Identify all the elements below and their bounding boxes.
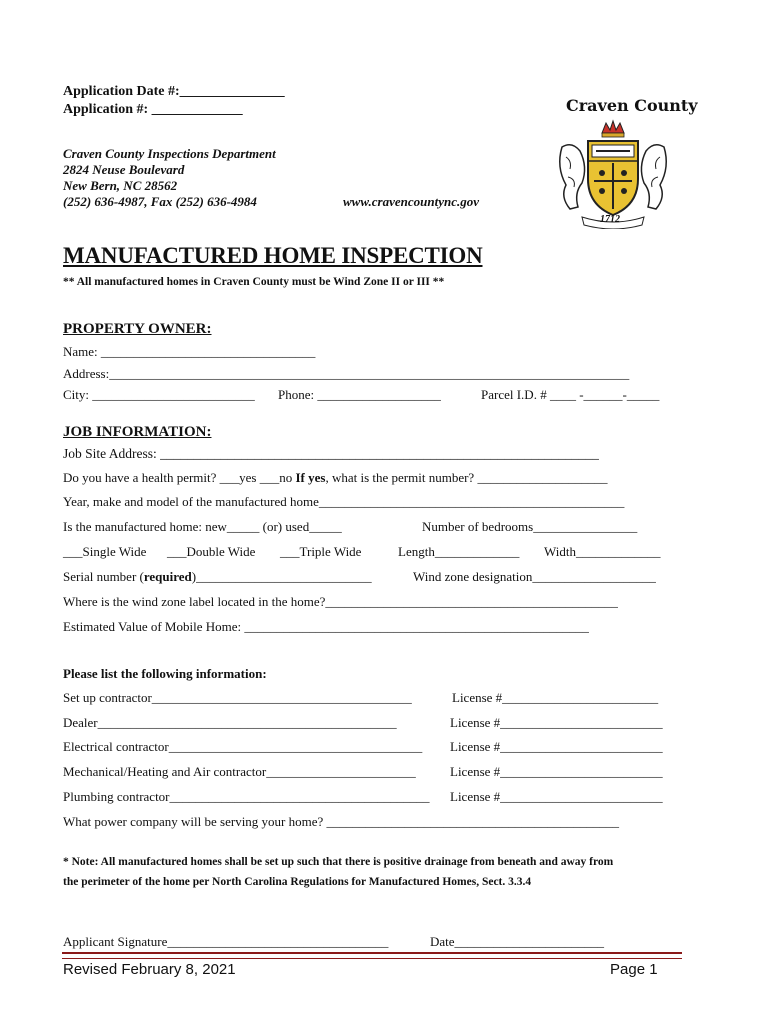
serial-number-label: Serial number ( <box>63 569 144 584</box>
permit-number-label: , what is the permit number? ____________________ <box>325 470 608 485</box>
serial-number-field[interactable] <box>63 569 372 585</box>
footer-divider <box>62 952 682 959</box>
width-field[interactable]: Width_____________ <box>544 544 661 559</box>
setup-license-field[interactable]: License #________________________ <box>452 690 659 705</box>
owner-address-field[interactable]: Address:________________________________________________________________________________ <box>63 366 630 381</box>
health-permit-question: Do you have a health permit? ___yes ___no <box>63 470 296 485</box>
estimated-value-field[interactable]: Estimated Value of Mobile Home: _____________________________________________________ <box>63 619 589 634</box>
bedrooms-field[interactable]: Number of bedrooms________________ <box>422 519 638 534</box>
page-number: Page 1 <box>610 961 658 978</box>
dealer-field[interactable]: Dealer______________________________________________ <box>63 715 397 730</box>
wind-zone-designation-field[interactable]: Wind zone designation___________________ <box>413 569 656 584</box>
property-owner-heading: PROPERTY OWNER: <box>63 321 212 337</box>
department-address-line2: New Bern, NC 28562 <box>63 178 178 193</box>
applicant-signature-field[interactable]: Applicant Signature__________________________________ <box>63 934 389 949</box>
electrical-license-field[interactable]: License #_________________________ <box>450 739 663 754</box>
power-company-field[interactable]: What power company will be serving your home? _____________________________________________ <box>63 814 620 829</box>
plumbing-license-field[interactable]: License #_________________________ <box>450 789 663 804</box>
department-name: Craven County Inspections Department <box>63 146 276 161</box>
page-title: MANUFACTURED HOME INSPECTION <box>63 243 483 268</box>
drainage-note-line2: the perimeter of the home per North Carolina Regulations for Manufactured Homes, Sect. 3.3.4 <box>63 876 532 888</box>
plumbing-contractor-field[interactable]: Plumbing contractor________________________________________ <box>63 789 430 804</box>
serial-number-blank: )___________________________ <box>191 569 372 584</box>
job-site-address-field[interactable]: Job Site Address: _________________________________________________________________ <box>63 446 599 461</box>
health-permit-field[interactable] <box>63 470 607 486</box>
double-wide-option[interactable]: ___Double Wide <box>167 544 256 559</box>
signature-date-field[interactable]: Date_______________________ <box>430 934 605 949</box>
job-information-heading: JOB INFORMATION: <box>63 424 212 440</box>
wind-zone-notice: ** All manufactured homes in Craven County must be Wind Zone II or III ** <box>63 276 445 288</box>
single-wide-option[interactable]: ___Single Wide <box>63 544 147 559</box>
electrical-contractor-field[interactable]: Electrical contractor_______________________________________ <box>63 739 423 754</box>
owner-name-field[interactable]: Name: _________________________________ <box>63 344 316 359</box>
wind-zone-label-location-field[interactable]: Where is the wind zone label located in the home?_____________________________________________ <box>63 594 618 609</box>
department-address-line1: 2824 Neuse Boulevard <box>63 162 185 177</box>
contractors-heading: Please list the following information: <box>63 666 267 681</box>
revised-date: Revised February 8, 2021 <box>63 961 236 978</box>
mechanical-license-field[interactable]: License #_________________________ <box>450 764 663 779</box>
department-phone-fax: (252) 636-4987, Fax (252) 636-4984 <box>63 194 257 209</box>
if-yes-label: If yes <box>295 470 326 485</box>
owner-phone-field[interactable]: Phone: ___________________ <box>278 387 441 402</box>
length-field[interactable]: Length_____________ <box>398 544 520 559</box>
owner-city-field[interactable]: City: _________________________ <box>63 387 255 402</box>
setup-contractor-field[interactable]: Set up contractor________________________________________ <box>63 690 412 705</box>
drainage-note-line1: * Note: All manufactured homes shall be set up such that there is positive drainage from beneath and away from <box>63 856 614 868</box>
dealer-license-field[interactable]: License #_________________________ <box>450 715 663 730</box>
application-number-field[interactable]: Application #: _____________ <box>63 102 243 117</box>
logo-year: 1712 <box>600 214 620 225</box>
new-used-field[interactable]: Is the manufactured home: new_____ (or) used_____ <box>63 519 342 534</box>
county-seal-logo <box>552 117 674 229</box>
application-date-field[interactable]: Application Date #:_______________ <box>63 84 285 99</box>
website-link[interactable]: www.cravencountync.gov <box>343 194 480 209</box>
parcel-id-field[interactable]: Parcel I.D. # ____ -______-_____ <box>481 387 660 402</box>
required-label: required <box>143 569 192 584</box>
year-make-model-field[interactable]: Year, make and model of the manufactured home_______________________________________________ <box>63 494 625 509</box>
logo-text: Craven County <box>566 96 698 115</box>
mechanical-contractor-field[interactable]: Mechanical/Heating and Air contractor_______________________ <box>63 764 416 779</box>
triple-wide-option[interactable]: ___Triple Wide <box>280 544 362 559</box>
